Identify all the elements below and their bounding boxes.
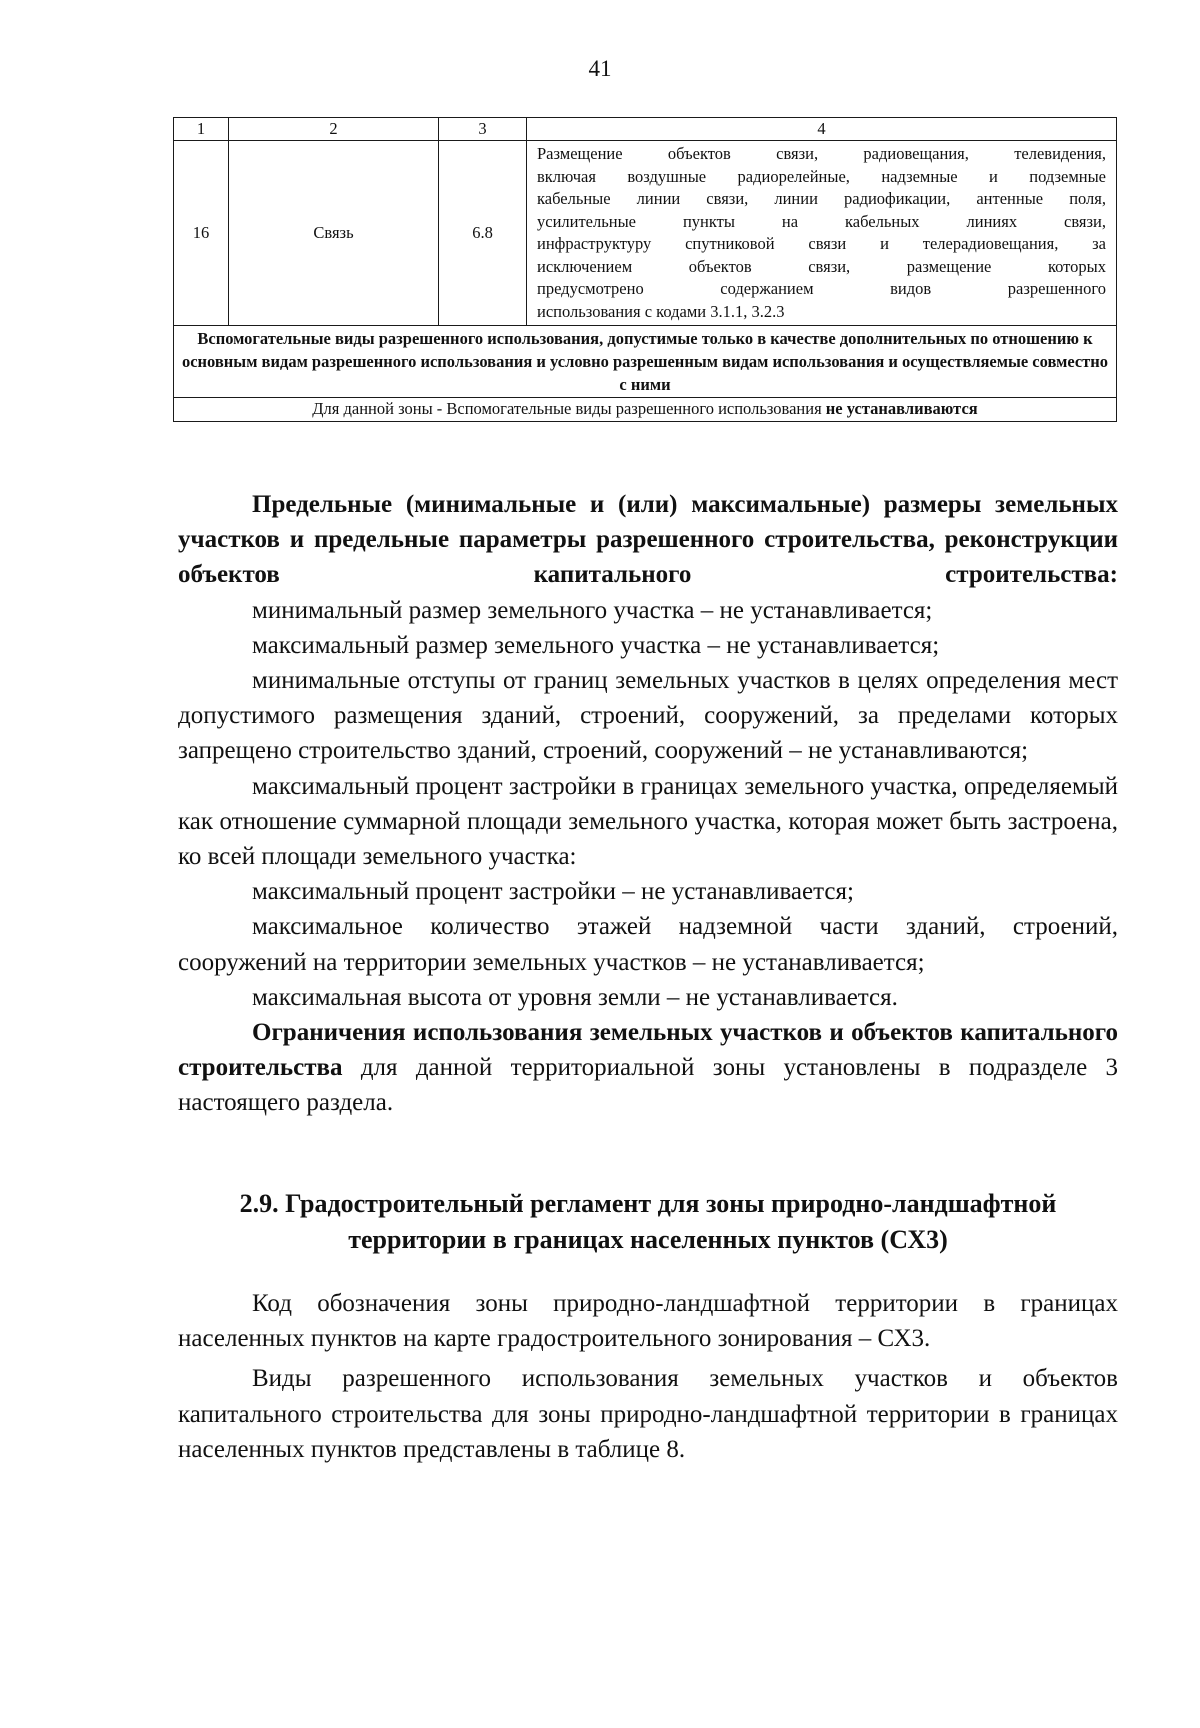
restrictions-rest: для данной территориальной зоны установлены в подразделе 3 настоящего раздела. [178, 1054, 1118, 1117]
limit-item: минимальный размер земельного участка – не устанавливается; [252, 596, 933, 624]
section-body [178, 1286, 1118, 1467]
allowed-uses-paragraph: Виды разрешенного использования земельных участков и объектов капитального строительства для зоны природно-ландшафтной территории в границах населенных пунктов представлены в таблице 8. [178, 1365, 1118, 1463]
section-title [178, 1186, 1118, 1258]
aux-uses-note [174, 398, 1117, 421]
table-header-row [174, 118, 1117, 141]
restrictions-paragraph [178, 1015, 1118, 1121]
aux-note-text: Для данной зоны - Вспомогательные виды разрешенного использования [312, 399, 826, 419]
description-line: Размещение объектов связи, радиовещания, телевидения, [537, 144, 1106, 164]
limits-heading-text: Предельные (минимальные и (или) максимальные) размеры земельных участков и предельные параметры разрешенного строительства, реконструкции объектов капитального строительства: [178, 491, 1118, 589]
description-line: включая воздушные радиорелейные, надземные и подземные [537, 166, 1106, 186]
description-line: усилительные пункты на кабельных линиях связи, [537, 211, 1106, 231]
aux-note-row [174, 398, 1117, 421]
table-header-cell: 2 [229, 118, 439, 141]
description-line: использования с кодами 3.1.1, 3.2.3 [537, 301, 785, 321]
limit-item: максимальное количество этажей надземной части зданий, строений, сооружений на территории земельных участков – не устанавливается; [178, 913, 1118, 976]
row-number: 16 [174, 141, 229, 326]
limit-item: максимальный процент застройки – не устанавливается; [252, 878, 854, 906]
description-line: кабельные линии связи, линии радиофикации, антенные поля, [537, 189, 1106, 209]
page-number: 41 [588, 56, 612, 81]
restrictions-bold: Ограничения использования земельных участков и объектов капитального строительства [178, 1019, 1118, 1082]
section-title-line: 2.9. Градостроительный регламент для зоны природно-ландшафтной [239, 1189, 1057, 1218]
table-row [174, 141, 1117, 326]
use-type-name: Связь [229, 141, 439, 326]
aux-title-row [174, 325, 1117, 397]
limit-item: максимальный процент застройки в границах земельного участка, определяемый как отношение суммарной площади земельного участка, которая может быть застроена, ко всей площади земельного участка: [178, 772, 1118, 871]
use-type-description [527, 141, 1117, 326]
limit-item: минимальные отступы от границ земельных участков в целях определения мест допустимого размещения зданий, строений, сооружений, за пределами которых запрещено строительство зданий, строений, сооружений – не устанавливаются; [178, 667, 1118, 765]
zone-code-paragraph: Код обозначения зоны природно-ландшафтной территории в границах населенных пунктов на карте градостроительного зонирования – СХ3. [178, 1290, 1118, 1353]
table-header-cell: 3 [439, 118, 527, 141]
table-header-cell: 4 [527, 118, 1117, 141]
description-line: инфраструктуру спутниковой связи и телерадиовещания, за [537, 234, 1106, 254]
aux-note-emphasis: не устанавливаются [825, 399, 978, 419]
section-title-line: территории в границах населенных пунктов (СХ3) [348, 1225, 948, 1254]
limit-item: максимальная высота от уровня земли – не устанавливается. [252, 983, 898, 1011]
description-line: предусмотрено содержанием видов разрешенного [537, 279, 1106, 299]
table-header-cell: 1 [174, 118, 229, 141]
limits-block [178, 487, 1118, 1121]
description-line: исключением объектов связи, размещение которых [537, 256, 1106, 276]
aux-uses-title: Вспомогательные виды разрешенного использования, допустимые только в качестве дополнительных по отношению к основным видам разрешенного использования и условно разрешенным видам использования и осуществляемые совместно с ними [174, 325, 1117, 397]
use-type-code: 6.8 [439, 141, 527, 326]
land-use-table [173, 117, 1117, 422]
limits-heading [178, 487, 1118, 593]
limit-item: максимальный размер земельного участка – не устанавливается; [252, 631, 940, 659]
